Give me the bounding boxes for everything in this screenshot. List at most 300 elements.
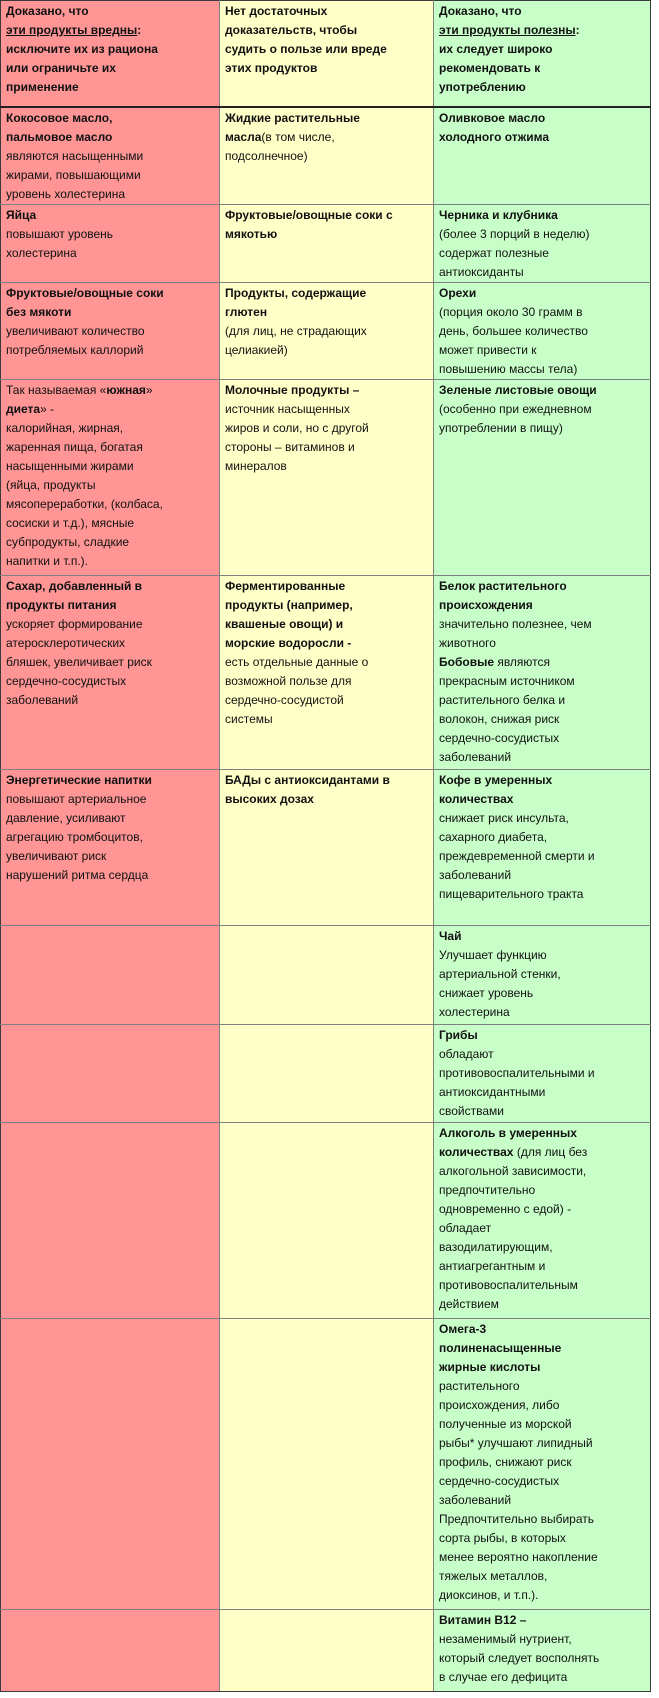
cell-line	[6, 847, 214, 866]
cell-line	[6, 109, 214, 128]
cell-line	[439, 322, 645, 341]
cell-line	[439, 1143, 645, 1162]
cell-line	[225, 109, 428, 128]
cell-line	[439, 400, 645, 419]
cell-line	[439, 1200, 645, 1219]
cell-text: возможной пользе для	[225, 673, 352, 688]
cell-text: мясопереработки, (колбаса,	[6, 496, 163, 511]
cell-line	[225, 419, 428, 438]
cell-line	[6, 672, 214, 691]
cell-line	[439, 1238, 645, 1257]
cell-line	[6, 691, 214, 710]
header-line: или ограничьте их	[6, 61, 116, 75]
cell-text-bold: полиненасыщенные	[439, 1340, 562, 1355]
cell-harmful	[1, 1122, 220, 1318]
cell-text: профиль, снижают риск	[439, 1454, 572, 1469]
cell-text: есть отдельные данные о	[225, 654, 369, 669]
cell-insufficient-evidence	[220, 204, 434, 282]
cell-line	[439, 1045, 645, 1064]
cell-text: преждевременной смерти и	[439, 848, 595, 863]
cell-line	[6, 634, 214, 653]
cell-text: жаренная пища, богатая	[6, 439, 143, 454]
cell-text: Улучшает функцию	[439, 947, 547, 962]
header-line: Доказано, что	[6, 4, 89, 18]
header-line: этих продуктов	[225, 61, 318, 75]
cell-line	[6, 653, 214, 672]
cell-text: сердечно-сосудистых	[6, 673, 127, 688]
cell-line	[225, 771, 428, 790]
cell-text: Предпочтительно выбирать	[439, 1511, 595, 1526]
cell-line	[225, 206, 428, 225]
cell-text: антиагрегантным и	[439, 1258, 546, 1273]
cell-text: (в том числе,	[261, 129, 335, 144]
header-harmful: Доказано, что эти продукты вредны: исключите их из рациона или ограничьте их применение	[1, 1, 220, 107]
cell-text: »	[145, 382, 153, 397]
cell-line	[439, 634, 645, 653]
cell-text: употреблении в пищу)	[439, 420, 563, 435]
cell-text-bold: южная	[106, 382, 146, 397]
cell-line	[439, 577, 645, 596]
cell-text: жиров и соли, но с другой	[225, 420, 369, 435]
cell-text: снижает уровень	[439, 985, 534, 1000]
cell-line	[439, 1415, 645, 1434]
cell-text: увеличивают количество	[6, 323, 145, 338]
cell-line	[439, 1491, 645, 1510]
cell-line	[439, 790, 645, 809]
cell-text: агрегацию тромбоцитов,	[6, 829, 143, 844]
cell-text: подсолнечное)	[225, 148, 308, 163]
header-line: рекомендовать к	[439, 61, 541, 75]
cell-text: свойствами	[439, 1103, 504, 1118]
cell-text: потребляемых каллорий	[6, 342, 144, 357]
cell-text: обладают	[439, 1046, 494, 1061]
cell-line	[6, 457, 214, 476]
cell-text-bold: Кокосовое масло,	[6, 110, 113, 125]
cell-line	[439, 341, 645, 360]
cell-text: растительного белка и	[439, 692, 566, 707]
cell-text-bold: Чай	[439, 928, 462, 943]
cell-text: действием	[439, 1296, 499, 1311]
cell-line	[6, 381, 214, 400]
cell-line	[439, 1219, 645, 1238]
cell-text: прекрасным источником	[439, 673, 575, 688]
header-line: применение	[6, 80, 79, 94]
cell-text: в случае его дефицита	[439, 1669, 568, 1684]
header-insufficient-evidence	[220, 1, 434, 107]
cell-line	[439, 946, 645, 965]
cell-line	[439, 1358, 645, 1377]
cell-text: обладает	[439, 1220, 492, 1235]
cell-text: холестерина	[6, 245, 77, 260]
cell-text-bold: Фруктовые/овощные соки с	[225, 207, 393, 222]
header-line: Доказано, что	[439, 4, 522, 18]
cell-line	[439, 1529, 645, 1548]
cell-text: повышению массы тела)	[439, 361, 578, 376]
cell-line	[225, 147, 428, 166]
cell-line	[6, 400, 214, 419]
cell-text-bold: пальмовое масло	[6, 129, 113, 144]
cell-line	[6, 303, 214, 322]
cell-text: противовоспалительными и	[439, 1065, 595, 1080]
cell-text-bold: Оливковое масло	[439, 110, 546, 125]
cell-line	[6, 596, 214, 615]
cell-line	[225, 225, 428, 244]
cell-text-bold: Черника и клубника	[439, 207, 558, 222]
cell-line	[439, 729, 645, 748]
table-row	[1, 575, 651, 769]
cell-line	[439, 1339, 645, 1358]
cell-text: пищеварительного тракта	[439, 886, 584, 901]
cell-harmful	[1, 107, 220, 205]
cell-text: менее вероятно накопление	[439, 1549, 598, 1564]
cell-text: рыбы* улучшают липидный	[439, 1435, 593, 1450]
cell-line	[225, 381, 428, 400]
cell-beneficial	[434, 1318, 651, 1609]
cell-beneficial	[434, 925, 651, 1024]
cell-line	[439, 596, 645, 615]
cell-line	[6, 128, 214, 147]
table-row	[1, 107, 651, 205]
cell-text-bold: Зеленые листовые овощи	[439, 382, 597, 397]
cell-line	[439, 1567, 645, 1586]
cell-line	[439, 1548, 645, 1567]
cell-line	[439, 847, 645, 866]
cell-line	[6, 577, 214, 596]
cell-text: стороны – витаминов и	[225, 439, 355, 454]
cell-line	[439, 866, 645, 885]
cell-text-bold: Омега-3	[439, 1321, 487, 1336]
cell-text-bold: диета	[6, 401, 41, 416]
cell-line	[6, 225, 214, 244]
cell-line	[6, 206, 214, 225]
cell-text: заболеваний	[6, 692, 79, 707]
cell-harmful	[1, 1318, 220, 1609]
cell-line	[225, 790, 428, 809]
cell-line	[6, 514, 214, 533]
cell-line	[6, 244, 214, 263]
cell-text-bold: глютен	[225, 304, 268, 319]
cell-line	[6, 866, 214, 885]
cell-text: (для лиц, не страдающих	[225, 323, 367, 338]
header-line: Нет достаточных	[225, 4, 328, 18]
cell-line	[439, 1276, 645, 1295]
cell-text: предпочтительно	[439, 1182, 536, 1197]
cell-text: день, большее количество	[439, 323, 588, 338]
cell-text: атеросклеротических	[6, 635, 126, 650]
table-row	[1, 769, 651, 925]
table-row	[1, 1318, 651, 1609]
cell-text: может привести к	[439, 342, 537, 357]
cell-text: антиоксидантными	[439, 1084, 546, 1099]
cell-text: минералов	[225, 458, 287, 473]
cell-text: незаменимый нутриент,	[439, 1631, 572, 1646]
cell-text: алкогольной зависимости,	[439, 1163, 587, 1178]
cell-line	[439, 653, 645, 672]
cell-text: » -	[40, 401, 55, 416]
cell-line	[439, 710, 645, 729]
cell-text: системы	[225, 711, 273, 726]
cell-line	[225, 691, 428, 710]
header-line: судить о пользе или вреде	[225, 42, 387, 56]
cell-text: Так называемая «	[6, 382, 107, 397]
cell-text-bold: Молочные продукты –	[225, 382, 360, 397]
cell-text: давление, усиливают	[6, 810, 126, 825]
cell-insufficient-evidence	[220, 925, 434, 1024]
cell-line	[439, 748, 645, 767]
cell-text: увеличивают риск	[6, 848, 107, 863]
cell-line	[439, 984, 645, 1003]
cell-line	[439, 206, 645, 225]
cell-text-bold: без мякоти	[6, 304, 72, 319]
cell-beneficial	[434, 282, 651, 379]
cell-text: заболеваний	[439, 867, 512, 882]
cell-line	[439, 1162, 645, 1181]
cell-line	[225, 634, 428, 653]
cell-beneficial	[434, 575, 651, 769]
cell-harmful	[1, 1024, 220, 1122]
cell-text: заболеваний	[439, 1492, 512, 1507]
cell-text-bold: высоких дозах	[225, 791, 314, 806]
cell-text: одновременно с едой) -	[439, 1201, 572, 1216]
cell-line	[439, 1257, 645, 1276]
cell-text-bold: Грибы	[439, 1027, 478, 1042]
cell-line	[439, 1124, 645, 1143]
cell-text-bold: жирные кислоты	[439, 1359, 541, 1374]
cell-harmful	[1, 769, 220, 925]
cell-insufficient-evidence	[220, 575, 434, 769]
cell-line	[439, 1611, 645, 1630]
cell-text: сердечно-сосудистых	[439, 1473, 560, 1488]
cell-line	[439, 1295, 645, 1314]
cell-line	[439, 1396, 645, 1415]
cell-line	[439, 885, 645, 904]
header-emphasis: эти продукты полезны	[439, 23, 576, 37]
cell-line	[225, 322, 428, 341]
cell-text: жирами, повышающими	[6, 167, 141, 182]
cell-line	[439, 809, 645, 828]
cell-text: являются насыщенными	[6, 148, 144, 163]
cell-line	[6, 322, 214, 341]
cell-line	[439, 381, 645, 400]
cell-text: снижает риск инсульта,	[439, 810, 569, 825]
table-row	[1, 1609, 651, 1691]
cell-text: субпродукты, сладкие	[6, 534, 130, 549]
cell-text-bold: Фруктовые/овощные соки	[6, 285, 164, 300]
cell-line	[439, 672, 645, 691]
cell-text-bold: происхождения	[439, 597, 533, 612]
cell-text-bold: Ферментированные	[225, 578, 346, 593]
header-line: доказательств, чтобы	[225, 23, 358, 37]
cell-text: антиоксиданты	[439, 264, 524, 279]
cell-insufficient-evidence	[220, 1609, 434, 1691]
cell-harmful	[1, 282, 220, 379]
cell-line	[225, 457, 428, 476]
cell-line	[439, 1026, 645, 1045]
cell-text: (более 3 порций в неделю)	[439, 226, 590, 241]
cell-text-bold: Энергетические напитки	[6, 772, 152, 787]
cell-line	[225, 341, 428, 360]
cell-line	[439, 691, 645, 710]
cell-text-bold: продукты (например,	[225, 597, 353, 612]
cell-line	[439, 1630, 645, 1649]
cell-line	[6, 438, 214, 457]
cell-line	[439, 419, 645, 438]
cell-insufficient-evidence	[220, 107, 434, 205]
cell-line	[6, 341, 214, 360]
cell-text: значительно полезнее, чем	[439, 616, 592, 631]
cell-line	[439, 1064, 645, 1083]
header-beneficial: Доказано, что эти продукты полезны: их следует широко рекомендовать к употреблению	[434, 1, 651, 107]
cell-text-bold: Бобовые	[439, 654, 494, 669]
cell-line	[225, 303, 428, 322]
cell-line	[6, 771, 214, 790]
cell-text-bold: Кофе в умеренных	[439, 772, 553, 787]
cell-text: ускоряет формирование	[6, 616, 143, 631]
cell-line	[225, 128, 428, 147]
cell-line	[6, 828, 214, 847]
cell-text: (для лиц без	[513, 1144, 588, 1159]
cell-text-bold: Белок растительного	[439, 578, 567, 593]
cell-text-bold: квашеные овощи) и	[225, 616, 344, 631]
cell-text: являются	[494, 654, 551, 669]
cell-text: (особенно при ежедневном	[439, 401, 592, 416]
header-row	[1, 1, 651, 107]
cell-line	[439, 965, 645, 984]
cell-insufficient-evidence	[220, 1318, 434, 1609]
cell-line	[225, 438, 428, 457]
cell-line	[439, 1181, 645, 1200]
cell-text: диоксинов, и т.п.).	[439, 1587, 539, 1602]
cell-line	[439, 1586, 645, 1605]
cell-beneficial	[434, 1024, 651, 1122]
cell-line	[225, 596, 428, 615]
cell-line	[6, 495, 214, 514]
cell-text-bold: БАДы с антиоксидантами в	[225, 772, 390, 787]
cell-line	[6, 476, 214, 495]
cell-text: (яйца, продукты	[6, 477, 96, 492]
cell-text: сосиски и т.д.), мясные	[6, 515, 135, 530]
cell-text: волокон, снижая риск	[439, 711, 560, 726]
cell-text: нарушений ритма сердца	[6, 867, 149, 882]
cell-text: сердечно-сосудистой	[225, 692, 344, 707]
cell-text: насыщенными жирами	[6, 458, 134, 473]
cell-beneficial	[434, 1122, 651, 1318]
cell-line	[439, 1472, 645, 1491]
cell-line	[439, 1453, 645, 1472]
cell-line	[6, 552, 214, 571]
cell-line	[439, 128, 645, 147]
cell-line	[439, 1649, 645, 1668]
cell-text: холестерина	[439, 1004, 510, 1019]
header-line: употреблению	[439, 80, 526, 94]
cell-harmful	[1, 1609, 220, 1691]
cell-text: происхождения, либо	[439, 1397, 560, 1412]
cell-text: заболеваний	[439, 749, 512, 764]
cell-text: бляшек, увеличивает риск	[6, 654, 152, 669]
cell-insufficient-evidence	[220, 282, 434, 379]
cell-line	[439, 284, 645, 303]
cell-text: калорийная, жирная,	[6, 420, 124, 435]
cell-text: животного	[439, 635, 496, 650]
cell-text: целиакией)	[225, 342, 288, 357]
cell-insufficient-evidence	[220, 769, 434, 925]
cell-insufficient-evidence	[220, 1122, 434, 1318]
cell-text-bold: морские водоросли -	[225, 635, 352, 650]
cell-harmful	[1, 575, 220, 769]
cell-line	[439, 1083, 645, 1102]
cell-line	[6, 284, 214, 303]
cell-line	[439, 244, 645, 263]
cell-harmful	[1, 204, 220, 282]
cell-harmful	[1, 379, 220, 575]
cell-text: источник насыщенных	[225, 401, 350, 416]
cell-text: полученные из морской	[439, 1416, 572, 1431]
cell-line	[439, 1377, 645, 1396]
cell-insufficient-evidence	[220, 379, 434, 575]
cell-text: вазодилатирующим,	[439, 1239, 553, 1254]
table-row	[1, 1122, 651, 1318]
cell-line	[6, 790, 214, 809]
cell-line	[6, 185, 214, 204]
cell-harmful	[1, 925, 220, 1024]
table-row	[1, 282, 651, 379]
cell-line	[439, 360, 645, 379]
cell-text-bold: Алкоголь в умеренных	[439, 1125, 577, 1140]
cell-beneficial	[434, 379, 651, 575]
cell-line	[6, 166, 214, 185]
cell-line	[439, 263, 645, 282]
cell-beneficial	[434, 1609, 651, 1691]
cell-beneficial	[434, 769, 651, 925]
cell-line	[439, 927, 645, 946]
cell-text-bold: Жидкие растительные	[225, 110, 360, 125]
cell-text-bold: количествах	[439, 791, 514, 806]
cell-text: тяжелых металлов,	[439, 1568, 548, 1583]
cell-line	[6, 809, 214, 828]
cell-text: который следует восполнять	[439, 1650, 600, 1665]
cell-line	[439, 1102, 645, 1121]
cell-line	[439, 828, 645, 847]
cell-beneficial	[434, 204, 651, 282]
cell-text-bold: продукты питания	[6, 597, 117, 612]
table-row	[1, 204, 651, 282]
cell-text-bold: Яйца	[6, 207, 37, 222]
cell-line	[225, 672, 428, 691]
cell-text-bold: мякотью	[225, 226, 278, 241]
cell-text: сахарного диабета,	[439, 829, 548, 844]
cell-text: повышают артериальное	[6, 791, 147, 806]
cell-line	[225, 577, 428, 596]
header-line: их следует широко	[439, 42, 553, 56]
cell-line	[439, 1668, 645, 1687]
cell-text: уровень холестерина	[6, 186, 126, 201]
cell-line	[225, 615, 428, 634]
cell-beneficial	[434, 107, 651, 205]
cell-text: растительного	[439, 1378, 520, 1393]
cell-line	[225, 400, 428, 419]
cell-line	[439, 303, 645, 322]
cell-line	[439, 1003, 645, 1022]
cell-text: противовоспалительным	[439, 1277, 578, 1292]
cell-text-bold: Орехи	[439, 285, 477, 300]
cell-line	[439, 225, 645, 244]
cell-line	[439, 615, 645, 634]
cell-text-bold: масла	[225, 129, 262, 144]
cell-line	[225, 710, 428, 729]
cell-line	[439, 1510, 645, 1529]
table-row	[1, 379, 651, 575]
cell-text: (порция около 30 грамм в	[439, 304, 583, 319]
